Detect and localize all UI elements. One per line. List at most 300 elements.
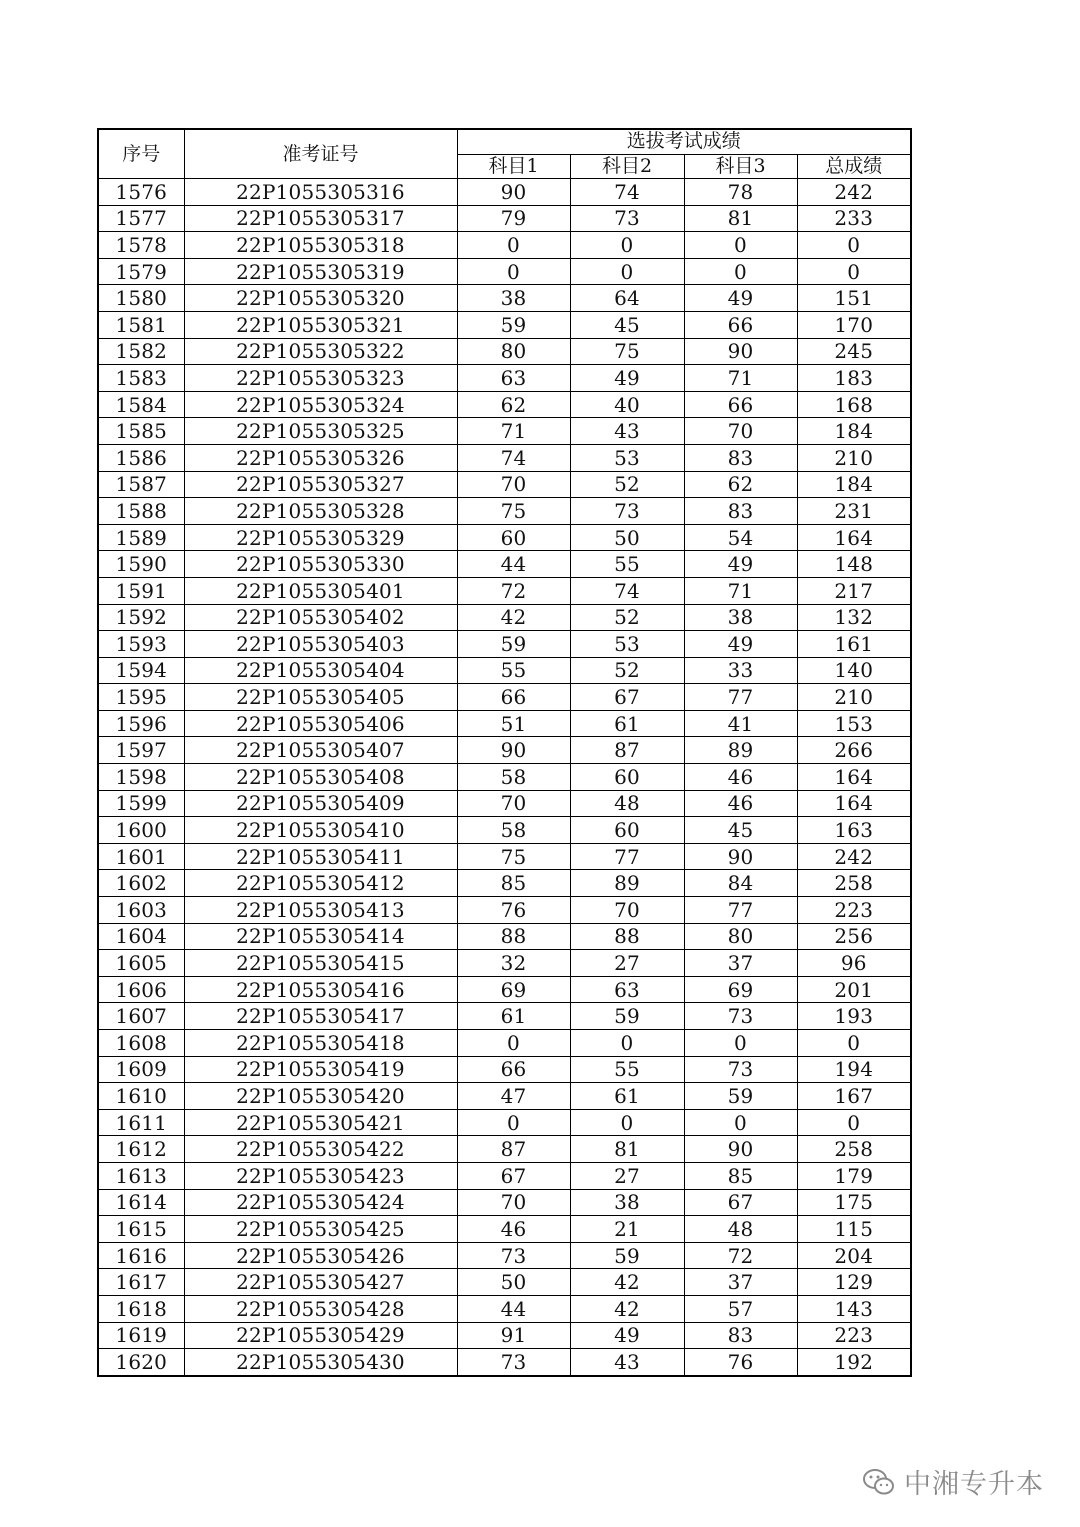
seq-cell: 1611 [98, 1109, 184, 1136]
total-cell: 193 [797, 1003, 911, 1030]
exam-no-cell: 22P1055305414 [184, 923, 457, 950]
table-row [98, 498, 911, 525]
table-row [98, 1269, 911, 1296]
subject3-cell: 78 [684, 179, 797, 206]
total-cell: 210 [797, 444, 911, 471]
seq-cell: 1579 [98, 258, 184, 285]
table-row [98, 1136, 911, 1163]
subject1-cell: 44 [457, 1295, 570, 1322]
subject1-cell: 46 [457, 1216, 570, 1243]
subject3-cell: 37 [684, 1269, 797, 1296]
table-row [98, 1295, 911, 1322]
subject2-cell: 52 [570, 657, 684, 684]
exam-no-cell: 22P1055305425 [184, 1216, 457, 1243]
table-row [98, 285, 911, 312]
header-subject1: 科目1 [457, 154, 570, 179]
subject3-cell: 59 [684, 1083, 797, 1110]
total-cell: 115 [797, 1216, 911, 1243]
subject1-cell: 0 [457, 232, 570, 259]
subject1-cell: 50 [457, 1269, 570, 1296]
subject2-cell: 42 [570, 1295, 684, 1322]
subject1-cell: 60 [457, 524, 570, 551]
seq-cell: 1582 [98, 338, 184, 365]
exam-no-cell: 22P1055305422 [184, 1136, 457, 1163]
seq-cell: 1581 [98, 311, 184, 338]
subject3-cell: 70 [684, 418, 797, 445]
seq-cell: 1594 [98, 657, 184, 684]
exam-no-cell: 22P1055305401 [184, 577, 457, 604]
subject3-cell: 90 [684, 338, 797, 365]
subject3-cell: 77 [684, 684, 797, 711]
exam-no-cell: 22P1055305323 [184, 365, 457, 392]
subject1-cell: 61 [457, 1003, 570, 1030]
subject1-cell: 0 [457, 258, 570, 285]
subject2-cell: 73 [570, 205, 684, 232]
subject1-cell: 44 [457, 551, 570, 578]
subject3-cell: 76 [684, 1349, 797, 1376]
seq-cell: 1600 [98, 817, 184, 844]
table-row [98, 1242, 911, 1269]
table-row [98, 1056, 911, 1083]
seq-cell: 1585 [98, 418, 184, 445]
subject3-cell: 83 [684, 444, 797, 471]
exam-no-cell: 22P1055305324 [184, 391, 457, 418]
seq-cell: 1598 [98, 764, 184, 791]
subject2-cell: 43 [570, 1349, 684, 1376]
subject2-cell: 81 [570, 1136, 684, 1163]
subject3-cell: 83 [684, 498, 797, 525]
subject3-cell: 90 [684, 1136, 797, 1163]
subject1-cell: 0 [457, 1109, 570, 1136]
subject2-cell: 73 [570, 498, 684, 525]
subject1-cell: 72 [457, 577, 570, 604]
total-cell: 258 [797, 1136, 911, 1163]
table-row [98, 737, 911, 764]
table-row [98, 1322, 911, 1349]
exam-no-cell: 22P1055305426 [184, 1242, 457, 1269]
total-cell: 164 [797, 524, 911, 551]
subject1-cell: 67 [457, 1162, 570, 1189]
header-subject2: 科目2 [570, 154, 684, 179]
total-cell: 245 [797, 338, 911, 365]
table-row [98, 205, 911, 232]
exam-no-cell: 22P1055305409 [184, 790, 457, 817]
subject1-cell: 66 [457, 684, 570, 711]
subject3-cell: 0 [684, 232, 797, 259]
exam-no-cell: 22P1055305405 [184, 684, 457, 711]
subject2-cell: 0 [570, 258, 684, 285]
subject3-cell: 72 [684, 1242, 797, 1269]
seq-cell: 1583 [98, 365, 184, 392]
exam-no-cell: 22P1055305404 [184, 657, 457, 684]
subject1-cell: 75 [457, 843, 570, 870]
seq-cell: 1592 [98, 604, 184, 631]
total-cell: 0 [797, 232, 911, 259]
exam-no-cell: 22P1055305419 [184, 1056, 457, 1083]
subject1-cell: 87 [457, 1136, 570, 1163]
total-cell: 151 [797, 285, 911, 312]
subject2-cell: 27 [570, 950, 684, 977]
subject3-cell: 41 [684, 710, 797, 737]
table-header [98, 129, 911, 179]
total-cell: 183 [797, 365, 911, 392]
subject3-cell: 45 [684, 817, 797, 844]
exam-no-cell: 22P1055305322 [184, 338, 457, 365]
subject1-cell: 63 [457, 365, 570, 392]
table-row [98, 1162, 911, 1189]
seq-cell: 1614 [98, 1189, 184, 1216]
subject2-cell: 45 [570, 311, 684, 338]
subject3-cell: 38 [684, 604, 797, 631]
table-row [98, 870, 911, 897]
total-cell: 184 [797, 471, 911, 498]
exam-no-cell: 22P1055305317 [184, 205, 457, 232]
exam-no-cell: 22P1055305402 [184, 604, 457, 631]
table-row [98, 418, 911, 445]
subject1-cell: 59 [457, 631, 570, 658]
subject2-cell: 53 [570, 444, 684, 471]
seq-cell: 1576 [98, 179, 184, 206]
subject1-cell: 70 [457, 471, 570, 498]
total-cell: 210 [797, 684, 911, 711]
total-cell: 192 [797, 1349, 911, 1376]
subject3-cell: 90 [684, 843, 797, 870]
subject1-cell: 47 [457, 1083, 570, 1110]
exam-no-cell: 22P1055305416 [184, 976, 457, 1003]
table-row [98, 524, 911, 551]
subject3-cell: 37 [684, 950, 797, 977]
subject3-cell: 66 [684, 391, 797, 418]
seq-cell: 1601 [98, 843, 184, 870]
subject1-cell: 58 [457, 764, 570, 791]
subject2-cell: 48 [570, 790, 684, 817]
subject3-cell: 69 [684, 976, 797, 1003]
subject2-cell: 40 [570, 391, 684, 418]
exam-no-cell: 22P1055305410 [184, 817, 457, 844]
subject1-cell: 66 [457, 1056, 570, 1083]
wechat-icon [862, 1467, 896, 1497]
total-cell: 96 [797, 950, 911, 977]
seq-cell: 1605 [98, 950, 184, 977]
exam-no-cell: 22P1055305320 [184, 285, 457, 312]
seq-cell: 1588 [98, 498, 184, 525]
subject1-cell: 58 [457, 817, 570, 844]
exam-no-cell: 22P1055305316 [184, 179, 457, 206]
subject3-cell: 0 [684, 1109, 797, 1136]
table-row [98, 897, 911, 924]
total-cell: 223 [797, 897, 911, 924]
subject3-cell: 62 [684, 471, 797, 498]
subject2-cell: 67 [570, 684, 684, 711]
exam-no-cell: 22P1055305321 [184, 311, 457, 338]
table-row [98, 258, 911, 285]
exam-no-cell: 22P1055305413 [184, 897, 457, 924]
subject2-cell: 42 [570, 1269, 684, 1296]
subject3-cell: 85 [684, 1162, 797, 1189]
exam-no-cell: 22P1055305430 [184, 1349, 457, 1376]
seq-cell: 1577 [98, 205, 184, 232]
subject3-cell: 71 [684, 365, 797, 392]
subject3-cell: 54 [684, 524, 797, 551]
subject1-cell: 91 [457, 1322, 570, 1349]
subject3-cell: 71 [684, 577, 797, 604]
table-row [98, 179, 911, 206]
subject3-cell: 83 [684, 1322, 797, 1349]
total-cell: 258 [797, 870, 911, 897]
subject3-cell: 81 [684, 205, 797, 232]
subject2-cell: 75 [570, 338, 684, 365]
total-cell: 194 [797, 1056, 911, 1083]
subject2-cell: 59 [570, 1003, 684, 1030]
total-cell: 168 [797, 391, 911, 418]
total-cell: 266 [797, 737, 911, 764]
subject3-cell: 67 [684, 1189, 797, 1216]
subject1-cell: 70 [457, 1189, 570, 1216]
subject2-cell: 74 [570, 179, 684, 206]
total-cell: 140 [797, 657, 911, 684]
table-row [98, 1030, 911, 1057]
subject2-cell: 43 [570, 418, 684, 445]
total-cell: 217 [797, 577, 911, 604]
table-row [98, 950, 911, 977]
subject1-cell: 90 [457, 737, 570, 764]
subject1-cell: 38 [457, 285, 570, 312]
total-cell: 201 [797, 976, 911, 1003]
seq-cell: 1617 [98, 1269, 184, 1296]
exam-no-cell: 22P1055305427 [184, 1269, 457, 1296]
table-row [98, 684, 911, 711]
table-row [98, 1083, 911, 1110]
subject1-cell: 74 [457, 444, 570, 471]
subject2-cell: 55 [570, 551, 684, 578]
header-score-group: 选拔考试成绩 [457, 129, 911, 154]
subject2-cell: 38 [570, 1189, 684, 1216]
exam-no-cell: 22P1055305329 [184, 524, 457, 551]
subject3-cell: 84 [684, 870, 797, 897]
seq-cell: 1591 [98, 577, 184, 604]
subject2-cell: 49 [570, 365, 684, 392]
seq-cell: 1578 [98, 232, 184, 259]
total-cell: 170 [797, 311, 911, 338]
subject3-cell: 77 [684, 897, 797, 924]
table-row [98, 577, 911, 604]
exam-no-cell: 22P1055305428 [184, 1295, 457, 1322]
subject2-cell: 49 [570, 1322, 684, 1349]
exam-no-cell: 22P1055305411 [184, 843, 457, 870]
subject1-cell: 51 [457, 710, 570, 737]
header-seq: 序号 [98, 129, 184, 179]
subject2-cell: 55 [570, 1056, 684, 1083]
total-cell: 231 [797, 498, 911, 525]
subject1-cell: 73 [457, 1349, 570, 1376]
table-row [98, 232, 911, 259]
subject2-cell: 60 [570, 817, 684, 844]
seq-cell: 1609 [98, 1056, 184, 1083]
total-cell: 204 [797, 1242, 911, 1269]
subject2-cell: 52 [570, 604, 684, 631]
seq-cell: 1599 [98, 790, 184, 817]
subject3-cell: 80 [684, 923, 797, 950]
table-row [98, 1349, 911, 1376]
subject3-cell: 49 [684, 631, 797, 658]
exam-no-cell: 22P1055305325 [184, 418, 457, 445]
subject3-cell: 89 [684, 737, 797, 764]
subject1-cell: 69 [457, 976, 570, 1003]
seq-cell: 1613 [98, 1162, 184, 1189]
seq-cell: 1596 [98, 710, 184, 737]
subject3-cell: 0 [684, 1030, 797, 1057]
table-row [98, 391, 911, 418]
total-cell: 223 [797, 1322, 911, 1349]
subject1-cell: 71 [457, 418, 570, 445]
exam-no-cell: 22P1055305319 [184, 258, 457, 285]
subject3-cell: 66 [684, 311, 797, 338]
subject1-cell: 55 [457, 657, 570, 684]
subject1-cell: 62 [457, 391, 570, 418]
exam-no-cell: 22P1055305407 [184, 737, 457, 764]
table-body [98, 179, 911, 1376]
total-cell: 256 [797, 923, 911, 950]
header-total: 总成绩 [797, 154, 911, 179]
exam-no-cell: 22P1055305423 [184, 1162, 457, 1189]
subject3-cell: 46 [684, 790, 797, 817]
exam-no-cell: 22P1055305327 [184, 471, 457, 498]
seq-cell: 1589 [98, 524, 184, 551]
subject2-cell: 77 [570, 843, 684, 870]
total-cell: 163 [797, 817, 911, 844]
table-row [98, 976, 911, 1003]
exam-no-cell: 22P1055305406 [184, 710, 457, 737]
table-row [98, 604, 911, 631]
subject2-cell: 70 [570, 897, 684, 924]
subject2-cell: 21 [570, 1216, 684, 1243]
subject2-cell: 0 [570, 1030, 684, 1057]
seq-cell: 1584 [98, 391, 184, 418]
subject2-cell: 0 [570, 1109, 684, 1136]
total-cell: 161 [797, 631, 911, 658]
table-row [98, 843, 911, 870]
subject1-cell: 85 [457, 870, 570, 897]
seq-cell: 1610 [98, 1083, 184, 1110]
subject2-cell: 61 [570, 710, 684, 737]
subject2-cell: 89 [570, 870, 684, 897]
header-subject3: 科目3 [684, 154, 797, 179]
subject2-cell: 52 [570, 471, 684, 498]
subject3-cell: 48 [684, 1216, 797, 1243]
subject1-cell: 88 [457, 923, 570, 950]
total-cell: 242 [797, 843, 911, 870]
subject2-cell: 74 [570, 577, 684, 604]
seq-cell: 1587 [98, 471, 184, 498]
seq-cell: 1606 [98, 976, 184, 1003]
table-row [98, 338, 911, 365]
total-cell: 0 [797, 258, 911, 285]
exam-no-cell: 22P1055305421 [184, 1109, 457, 1136]
table-row [98, 311, 911, 338]
subject3-cell: 73 [684, 1003, 797, 1030]
total-cell: 129 [797, 1269, 911, 1296]
subject1-cell: 0 [457, 1030, 570, 1057]
total-cell: 184 [797, 418, 911, 445]
seq-cell: 1615 [98, 1216, 184, 1243]
total-cell: 242 [797, 179, 911, 206]
table-row [98, 817, 911, 844]
score-table [97, 128, 912, 1377]
subject1-cell: 70 [457, 790, 570, 817]
seq-cell: 1618 [98, 1295, 184, 1322]
table-row [98, 657, 911, 684]
total-cell: 148 [797, 551, 911, 578]
table-row [98, 1003, 911, 1030]
subject2-cell: 53 [570, 631, 684, 658]
subject1-cell: 42 [457, 604, 570, 631]
table-row [98, 1109, 911, 1136]
seq-cell: 1607 [98, 1003, 184, 1030]
exam-no-cell: 22P1055305417 [184, 1003, 457, 1030]
subject3-cell: 49 [684, 551, 797, 578]
subject1-cell: 80 [457, 338, 570, 365]
table-row [98, 365, 911, 392]
total-cell: 0 [797, 1030, 911, 1057]
table-row [98, 471, 911, 498]
table-row [98, 764, 911, 791]
seq-cell: 1619 [98, 1322, 184, 1349]
seq-cell: 1593 [98, 631, 184, 658]
table-row [98, 710, 911, 737]
subject1-cell: 59 [457, 311, 570, 338]
subject2-cell: 88 [570, 923, 684, 950]
subject1-cell: 76 [457, 897, 570, 924]
subject2-cell: 27 [570, 1162, 684, 1189]
total-cell: 143 [797, 1295, 911, 1322]
table-row [98, 790, 911, 817]
exam-no-cell: 22P1055305420 [184, 1083, 457, 1110]
table-row [98, 1216, 911, 1243]
subject3-cell: 46 [684, 764, 797, 791]
subject2-cell: 64 [570, 285, 684, 312]
exam-no-cell: 22P1055305412 [184, 870, 457, 897]
subject1-cell: 73 [457, 1242, 570, 1269]
seq-cell: 1616 [98, 1242, 184, 1269]
header-exam-no: 准考证号 [184, 129, 457, 179]
exam-no-cell: 22P1055305418 [184, 1030, 457, 1057]
subject1-cell: 32 [457, 950, 570, 977]
total-cell: 179 [797, 1162, 911, 1189]
total-cell: 153 [797, 710, 911, 737]
subject2-cell: 60 [570, 764, 684, 791]
total-cell: 175 [797, 1189, 911, 1216]
exam-no-cell: 22P1055305328 [184, 498, 457, 525]
seq-cell: 1604 [98, 923, 184, 950]
exam-no-cell: 22P1055305318 [184, 232, 457, 259]
subject2-cell: 87 [570, 737, 684, 764]
table-row [98, 631, 911, 658]
exam-no-cell: 22P1055305326 [184, 444, 457, 471]
subject2-cell: 50 [570, 524, 684, 551]
table-row [98, 923, 911, 950]
seq-cell: 1608 [98, 1030, 184, 1057]
seq-cell: 1603 [98, 897, 184, 924]
watermark-text: 中湘专升本 [904, 1469, 1044, 1500]
subject1-cell: 90 [457, 179, 570, 206]
table-row [98, 1189, 911, 1216]
subject2-cell: 61 [570, 1083, 684, 1110]
seq-cell: 1595 [98, 684, 184, 711]
exam-no-cell: 22P1055305429 [184, 1322, 457, 1349]
total-cell: 132 [797, 604, 911, 631]
subject3-cell: 49 [684, 285, 797, 312]
seq-cell: 1602 [98, 870, 184, 897]
